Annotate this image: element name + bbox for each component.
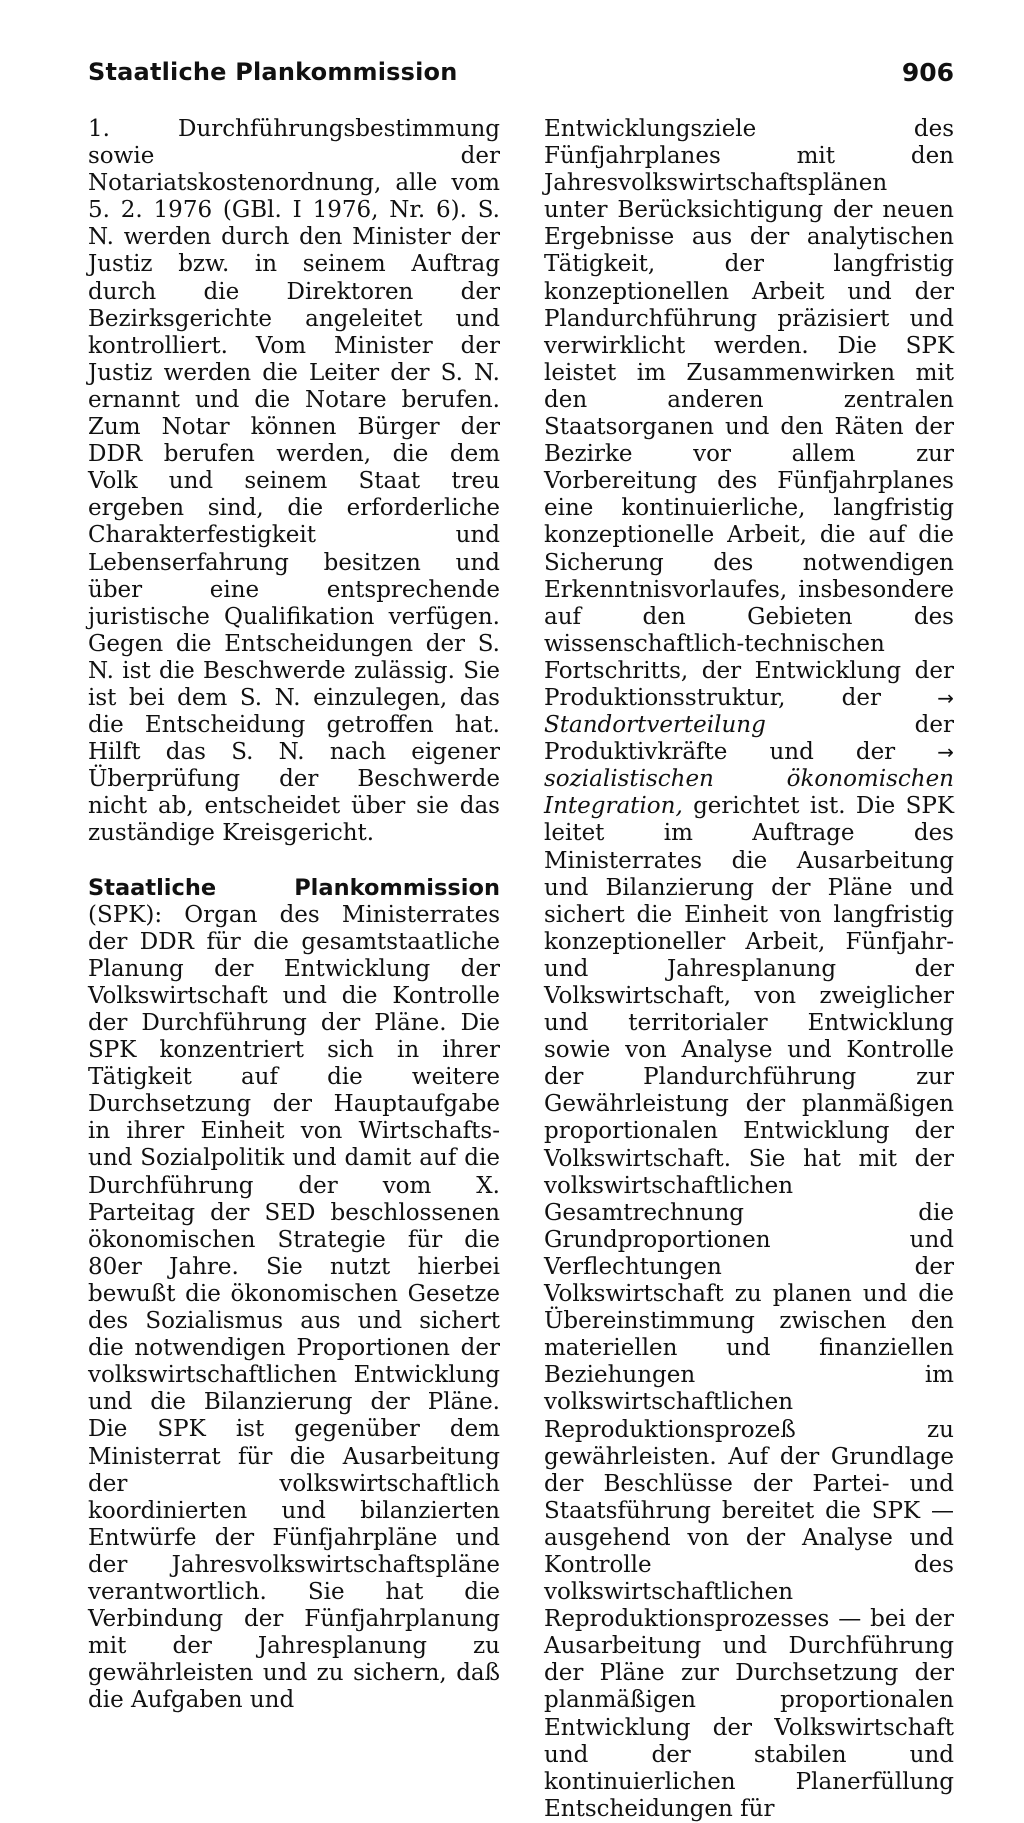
body-text-part-2: der Produktivkräfte und der: [544, 712, 954, 766]
right-column: [544, 116, 954, 1823]
running-title: Staatliche Plankommission: [88, 58, 458, 86]
page-number: 906: [901, 58, 954, 87]
dictionary-entry: [88, 875, 500, 1715]
cross-reference-arrow-icon: →: [937, 740, 955, 765]
cross-reference-arrow-icon: →: [937, 685, 955, 710]
left-column: [88, 116, 500, 1714]
body-text-part-1: Entwicklungsziele des Fünfjahrplanes mit den Jahresvolkswirtschaftsplänen unter Berücksichtigung der neuen Ergebnisse aus der analytischen Tätigkeit, der langfristig konzeptionellen Arbeit und der Plandurchführung präzisiert und verwirklicht werden. Die SPK leistet im Zusammenwirken mit den anderen zentralen Staatsorganen und den Räten der Bezirke vor allem zur Vorbereitung des Fünfjahrplanes eine kontinuierliche, langfristig konzeptionelle Arbeit, die auf die Sicherung des notwendigen Erkenntnisvorlaufes, insbesondere auf den Gebieten des wissenschaftlich-technischen Fortschritts, der Entwicklung der Produktionsstruktur, der: [544, 116, 954, 711]
entry-headword: Staatliche Plankommission: [88, 874, 500, 901]
entry-body: (SPK): Organ des Ministerrates der DDR für die gesamtstaatliche Planung der Entwicklung der Volkswirtschaft und die Kontrolle der Durchführung der Pläne. Die SPK konzentriert sich in ihrer Tätigkeit auf die weitere Durchsetzung der Hauptaufgabe in ihrer Einheit von Wirtschafts- und Sozialpolitik und damit auf die Durchführung der vom X. Parteitag der SED beschlossenen ökonomischen Strategie für die 80er Jahre. Sie nutzt hierbei bewußt die ökonomischen Gesetze des Sozialismus aus und sichert die notwendigen Proportionen der volkswirtschaftlichen Entwicklung und die Bilanzierung der Pläne. Die SPK ist gegenüber dem Ministerrat für die Ausarbeitung der volkswirtschaftlich koordinierten und bilanzierten Entwürfe der Fünfjahrpläne und der Jahresvolkswirtschaftspläne verantwortlich. Sie hat die Verbindung der Fünfjahrplanung mit der Jahresplanung zu gewährleisten und zu sichern, daß die Aufgaben und: [88, 901, 500, 1714]
running-head: [88, 58, 954, 94]
body-text-part-3: gerichtet ist. Die SPK leitet im Auftrage des Ministerrates die Ausarbeitung und Bilanzierung der Pläne und sichert die Einheit von langfristig konzeptioneller Arbeit, Fünfjahr- und Jahresplanung der Volkswirtschaft, von zweiglicher und territorialer Entwicklung sowie von Analyse und Kontrolle der Plandurchführung zur Gewährleistung der planmäßigen proportionalen Entwicklung der Volkswirtschaft. Sie hat mit der volkswirtschaftlichen Gesamtrechnung die Grundproportionen und Verflechtungen der Volkswirtschaft zu planen und die Übereinstimmung zwischen den materiellen und finanziellen Beziehungen im volkswirtschaftlichen Reproduktionsprozeß zu gewährleisten. Auf der Grundlage der Beschlüsse der Partei- und Staatsführung bereitet die SPK — ausgehend von der Analyse und Kontrolle des volkswirtschaftlichen Reproduktionsprozesses — bei der Ausarbeitung und Durchführung der Pläne zur Durchsetzung der planmäßigen proportionalen Entwicklung der Volkswirtschaft und der stabilen und kontinuierlichen Planerfüllung Entscheidungen für: [544, 793, 954, 1822]
continuation-paragraph: 1. Durchführungsbestimmung sowie der Notariatskostenordnung, alle vom 5. 2. 1976 (GBl. I 1976, Nr. 6). S. N. werden durch den Minister der Justiz bzw. in seinem Auftrag durch die Direktoren der Bezirksgerichte angeleitet und kontrolliert. Vom Minister der Justiz werden die Leiter der S. N. ernannt und die Notare berufen. Zum Notar können Bürger der DDR berufen werden, die dem Volk und seinem Staat treu ergeben sind, die erforderliche Charakterfestigkeit und Lebenserfahrung besitzen und über eine entsprechende juristische Qualifikation verfügen. Gegen die Entscheidungen der S. N. ist die Beschwerde zulässig. Sie ist bei dem S. N. einzulegen, das die Entscheidung getroffen hat. Hilft das S. N. nach eigener Überprüfung der Beschwerde nicht ab, entscheidet über sie das zuständige Kreisgericht.: [88, 116, 500, 847]
cross-reference-standortverteilung[interactable]: Standortverteilung: [544, 712, 766, 739]
entry-continuation: [544, 116, 954, 1823]
cross-reference-integration[interactable]: sozialistischen ökonomischen Integration,: [544, 766, 954, 820]
